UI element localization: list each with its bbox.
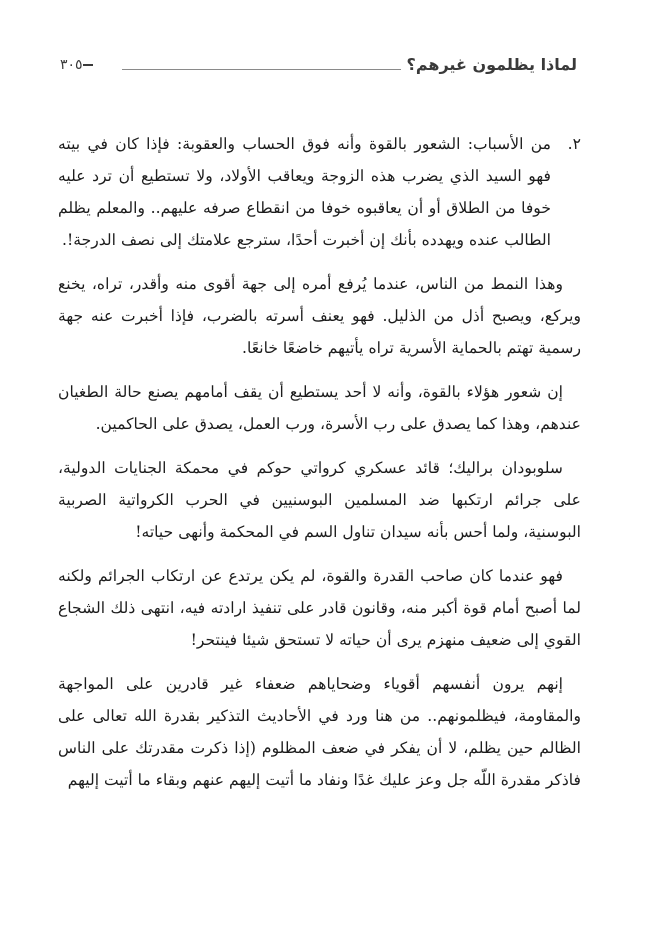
page-number-value: ٣٠٥ [60, 57, 83, 73]
paragraph: فهو عندما كان صاحب القدرة والقوة، لم يكن يرتدع عن ارتكاب الجرائم ولكنه لما أصبح أمام قوة أكبر منه، وقانون قادر على تنفيذ ارادته فيه، انتهى ذلك الشجاع القوي إلى ضعيف منهزم يرى أن حياته لا تستحق شيئا فينتحر! [58, 567, 581, 649]
numbered-paragraph [58, 128, 581, 256]
header-rule [122, 69, 401, 70]
paragraph-text: من الأسباب: الشعور بالقوة وأنه فوق الحساب والعقوبة: فإذا كان في بيته فهو السيد الذي يضرب هذه الزوجة ويعاقب الأولاد، ولا تستطيع أن ترد عليه خوفا من الطلاق أو أن يعاقبوه خوفا من انقطاع صرفه عليهم.. والمعلم يظلم الطالب عنده ويهدده بأنك إن أخبرت أحدًا، سترجع علامتك إلى نصف الدرجة!. [58, 135, 551, 249]
paragraph: إنهم يرون أنفسهم أقوياء وضحاياهم ضعفاء غير قادرين على المواجهة والمقاومة، فيظلمونهم.. من هنا ورد في الأحاديث التذكير بقدرة الله تعالى على الظالم حين يظلم، لا أن يفكر في ضعف المظلوم (إذا ذكرت مقدرتك على الناس فاذكر مقدرة اللّه جل وعز عليك غدًا ونفاد ما أتيت إليهم عنهم وبقاء ما أتيت إليهم [58, 675, 581, 789]
paragraph: إن شعور هؤلاء بالقوة، وأنه لا أحد يستطيع أن يقف أمامهم يصنع حالة الطغيان عندهم، وهذا كما يصدق على رب الأسرة، ورب العمل، يصدق على الحاكمين. [58, 383, 581, 433]
body-text [58, 128, 581, 808]
running-header [60, 52, 577, 82]
page-number-dash [83, 64, 93, 66]
paragraph: وهذا النمط من الناس، عندما يُرفع أمره إلى جهة أقوى منه وأقدر، تراه، يخنع ويركع، ويصبح أذل من الذليل. فهو يعنف أسرته بالضرب، فإذا أخبرت عنه جهة رسمية تهتم بالحماية الأسرية تراه يأتيهم خاضعًا خانعًا. [58, 275, 581, 357]
page-number [60, 52, 99, 78]
list-number: ٢. [567, 135, 581, 153]
paragraph: سلوبودان براليك؛ قائد عسكري كرواتي حوكم في محمكة الجنايات الدولية، على جرائم ارتكبها ضد المسلمين البوسنيين في الحرب الكرواتية الصربية البوسنية، ولما أحس بأنه سيدان تناول السم في المحكمة وأنهى حياته! [58, 459, 581, 541]
chapter-title: لماذا يظلمون غيرهم؟ [406, 55, 577, 74]
